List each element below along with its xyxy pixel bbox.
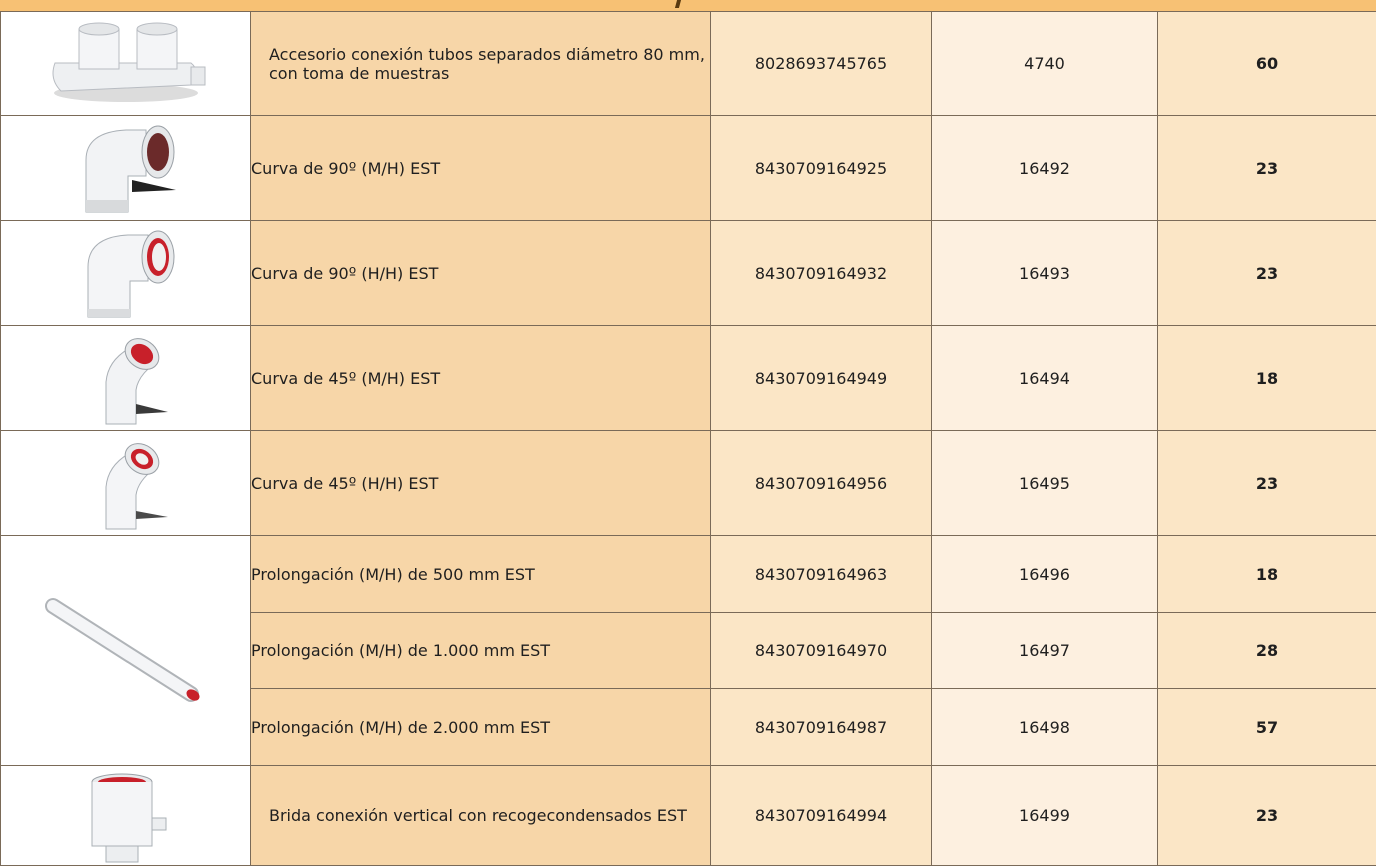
product-description: Curva de 45º (M/H) EST: [251, 326, 711, 431]
table-row: [1, 12, 1376, 116]
header-glyph-fragment: [675, 0, 681, 8]
product-description: Prolongación (M/H) de 2.000 mm EST: [251, 689, 711, 766]
product-ean-code: 8430709164970: [711, 613, 932, 689]
product-reference: 16497: [932, 613, 1158, 689]
product-reference: 4740: [932, 12, 1158, 116]
product-description: Prolongación (M/H) de 1.000 mm EST: [251, 613, 711, 689]
product-description: Curva de 90º (H/H) EST: [251, 221, 711, 326]
elbow-45-mh-icon: [76, 330, 176, 426]
product-ean-code: 8430709164932: [711, 221, 932, 326]
product-price: 28: [1158, 613, 1376, 689]
vertical-flange-condensate-icon: [76, 768, 176, 864]
product-description: Brida conexión vertical con recogecondensados EST: [251, 766, 711, 866]
product-description: Curva de 90º (M/H) EST: [251, 116, 711, 221]
product-reference: 16495: [932, 431, 1158, 536]
product-image-cell: [1, 431, 251, 536]
product-image-cell: [1, 116, 251, 221]
product-ean-code: 8430709164949: [711, 326, 932, 431]
table-row: [1, 536, 1376, 613]
product-ean-code: 8430709164987: [711, 689, 932, 766]
product-description: Curva de 45º (H/H) EST: [251, 431, 711, 536]
product-reference: 16494: [932, 326, 1158, 431]
product-ean-code: 8430709164925: [711, 116, 932, 221]
elbow-90-mh-icon: [66, 120, 186, 216]
product-price: 23: [1158, 431, 1376, 536]
product-description: Prolongación (M/H) de 500 mm EST: [251, 536, 711, 613]
table-row: [1, 116, 1376, 221]
product-price: 18: [1158, 326, 1376, 431]
product-description: Accesorio conexión tubos separados diámetro 80 mm, con toma de muestras: [251, 12, 711, 116]
product-price: 23: [1158, 221, 1376, 326]
table-row: [1, 431, 1376, 536]
table-row: [1, 221, 1376, 326]
product-image-cell: [1, 221, 251, 326]
extension-pipe-icon: [41, 596, 211, 706]
product-reference: 16499: [932, 766, 1158, 866]
product-image-cell: [1, 536, 251, 766]
product-price: 57: [1158, 689, 1376, 766]
product-image-cell: [1, 12, 251, 116]
elbow-90-hh-icon: [66, 225, 186, 321]
product-image-cell: [1, 326, 251, 431]
product-reference: 16498: [932, 689, 1158, 766]
table-row: [1, 326, 1376, 431]
product-reference: 16496: [932, 536, 1158, 613]
table-row: [1, 766, 1376, 866]
product-reference: 16493: [932, 221, 1158, 326]
product-ean-code: 8430709164994: [711, 766, 932, 866]
product-ean-code: 8028693745765: [711, 12, 932, 116]
product-price: 23: [1158, 116, 1376, 221]
elbow-45-hh-icon: [76, 435, 176, 531]
product-price: 23: [1158, 766, 1376, 866]
product-catalog-table: [0, 11, 1376, 866]
product-reference: 16492: [932, 116, 1158, 221]
product-price: 18: [1158, 536, 1376, 613]
product-price: 60: [1158, 12, 1376, 116]
product-ean-code: 8430709164956: [711, 431, 932, 536]
product-ean-code: 8430709164963: [711, 536, 932, 613]
product-image-cell: [1, 766, 251, 866]
separate-pipes-adapter-icon: [41, 19, 211, 109]
